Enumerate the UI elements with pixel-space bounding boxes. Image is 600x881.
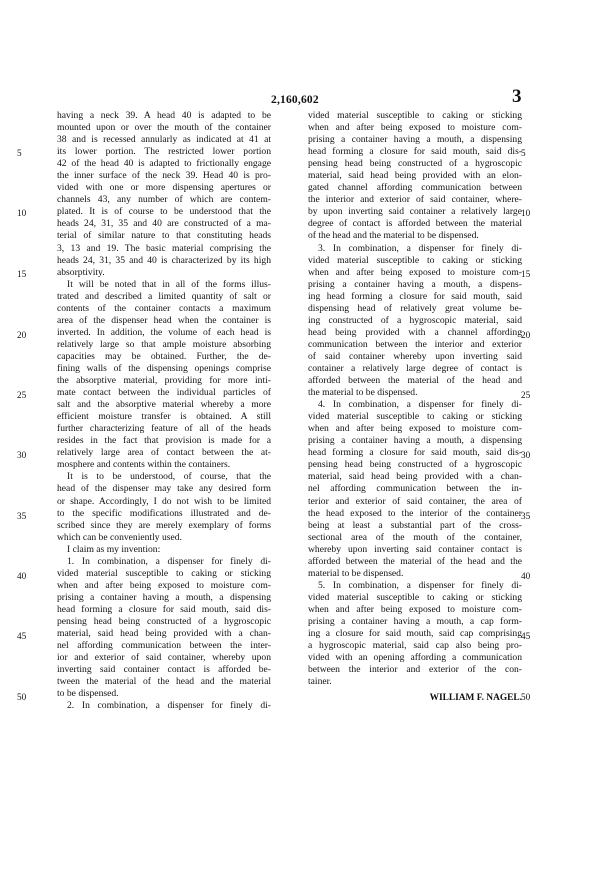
text-line: I claim as my invention: [67, 543, 161, 555]
text-line: resides in the fact that provision is made for a [57, 435, 271, 447]
text-line: prising a container having a mouth, a cap form- [308, 615, 522, 627]
text-line: 4. In combination, a dispenser for finely di- [318, 399, 522, 411]
text-line: afforded between the material of the head and [308, 375, 522, 387]
text-line: when and after being exposed to moisture com- [308, 423, 522, 435]
text-line: 1. In combination, a dispenser for finely di- [67, 555, 271, 567]
text-line: when and after being exposed to moisture com- [308, 122, 522, 134]
text-line: pensing head being constructed of a hygroscopic [57, 615, 271, 627]
text-line: further characterizing feature of all of the heads [57, 423, 271, 435]
text-line: of said container whereby upon inverting said [308, 350, 522, 362]
inventor-signature: WILLIAM F. NAGEL. [429, 693, 522, 704]
line-number: 45 [521, 631, 531, 641]
text-line: head forming a closure for said mouth, said dis- [57, 603, 271, 615]
text-line: nel affording communication between the in- [308, 483, 522, 495]
line-number: 30 [17, 450, 27, 460]
line-number: 20 [521, 330, 531, 340]
text-line: efficient moisture transfer is obtained. A still [57, 411, 271, 423]
text-line: a hygroscopic material, said cap also being pro- [308, 640, 522, 652]
text-line: vided with one or more dispensing apertures or [57, 182, 271, 194]
text-line: the head exposed to the interior of the container [308, 507, 522, 519]
text-line: nel affording communication between the inter- [57, 640, 271, 652]
text-line: tainer. [308, 676, 332, 688]
text-line: material, said head being provided with a chan- [57, 628, 271, 640]
text-line: inverted. In addition, the volume of each head is [57, 326, 271, 338]
text-line: absorptivity. [57, 266, 105, 278]
text-line: the absorptive material, providing for more inti- [57, 375, 271, 387]
text-line: by upon inverting said container a relatively large [308, 206, 522, 218]
text-line: of the head and the material to be dispensed. [308, 230, 479, 242]
text-line: vided material susceptible to caking or sticking [308, 110, 522, 121]
text-line: container a relatively large degree of contact is [308, 362, 522, 374]
text-line: 42 of the head 40 is adapted to frictionally engage [57, 158, 271, 170]
line-number: 5 [521, 148, 526, 158]
text-line: ing head forming a closure for said mouth, said [308, 290, 522, 302]
text-line: prising a container having a mouth, a dispens- [308, 278, 522, 290]
line-number: 25 [17, 390, 27, 400]
text-line: the inner surface of the neck 39. Head 40 is pro- [57, 170, 271, 182]
text-line: relatively large area of contact between the at- [57, 447, 271, 459]
text-line: mounted upon or over the mouth of the container [57, 122, 271, 134]
text-line: prising a container having a mouth, a dispensing [308, 134, 522, 146]
text-line: head being provided with a channel affording [308, 326, 522, 338]
text-line: pensing head being constructed of a hygroscopic [308, 459, 522, 471]
text-line: fining walls of the dispensing openings comprise [57, 362, 271, 374]
text-line: ing constructed of a hygroscopic material, said [308, 314, 522, 326]
sheet-number: 3 [512, 86, 522, 107]
text-line: prising a container having a mouth, a dispensing [57, 591, 271, 603]
text-line: ing a closure for said mouth, said cap comprising [308, 628, 522, 640]
text-line: vided material susceptible to caking or sticking [57, 567, 271, 579]
text-line: 3, 13 and 19. The basic material comprising the [57, 242, 271, 254]
text-line: trated and described a limited quantity of salt or [57, 290, 271, 302]
text-line: contents of the container contacts a maximum [57, 302, 271, 314]
text-line: material to be dispensed. [308, 567, 404, 579]
line-number: 45 [17, 631, 27, 641]
text-line: when and after being exposed to moisture com- [308, 266, 522, 278]
line-number: 50 [17, 692, 27, 702]
text-line: or shape. Accordingly, I do not wish to be limited [57, 495, 271, 507]
text-line: prising a container having a mouth, a dispensing [308, 435, 522, 447]
text-line: material, said head being provided with an elon- [308, 170, 522, 182]
text-line: head of the dispenser may take any desired form [57, 483, 271, 495]
text-line: It is to be understood, of course, that the [67, 471, 271, 483]
text-line: heads 24, 31, 35 and 40 is characterized by its high [57, 254, 271, 266]
text-line: 2. In combination, a dispenser for finely di- [67, 700, 271, 712]
text-line: area of the dispenser head when the container is [57, 314, 271, 326]
line-number: 15 [521, 269, 531, 279]
left-text-column [57, 110, 271, 712]
line-number: 15 [17, 269, 27, 279]
text-line: head forming a closure for said mouth, said dis- [308, 447, 522, 459]
text-line: heads 24, 31, 35 and 40 are constructed of a ma- [57, 218, 271, 230]
text-line: between the interior and exterior of the con- [308, 664, 522, 676]
line-number: 5 [17, 148, 22, 158]
text-line: tween the material of the head and the material [57, 676, 271, 688]
text-line: salt and the absorptive material whereby a more [57, 399, 271, 411]
text-line: vided material susceptible to caking or sticking [308, 411, 522, 423]
text-line: vided with an opening affording a communication [308, 652, 522, 664]
line-number: 10 [521, 208, 531, 218]
text-line: when and after being exposed to moisture com- [308, 603, 522, 615]
right-text-column [308, 110, 522, 704]
text-line: to the specific modifications illustrated and de- [57, 507, 271, 519]
text-line: communication between the interior and exterior [308, 338, 522, 350]
line-number: 35 [521, 511, 531, 521]
text-line: mosphere and contents within the containers. [57, 459, 231, 471]
text-line: ior and exterior of said container, whereby upon [57, 652, 271, 664]
text-line: whereby upon inverting said container contact is [308, 543, 522, 555]
line-number: 40 [17, 571, 27, 581]
text-line: degree of contact is afforded between the material [308, 218, 522, 230]
text-line: terial of similar nature to that constituting heads [57, 230, 271, 242]
text-line: scribed since they are merely exemplary of forms [57, 519, 271, 531]
text-line: inverting said container contact is afforded be- [57, 664, 271, 676]
text-line: to be dispensed. [57, 688, 119, 700]
line-number: 25 [521, 390, 531, 400]
line-number: 50 [521, 692, 531, 702]
text-line: its lower portion. The restricted lower portion [57, 146, 271, 158]
text-line: vided material susceptible to caking or sticking [308, 591, 522, 603]
text-line: which can be conveniently used. [57, 531, 182, 543]
text-line: vided material susceptible to caking or sticking [308, 254, 522, 266]
line-number: 20 [17, 330, 27, 340]
text-line: afforded between the material of the head and the [308, 555, 522, 567]
line-number: 35 [17, 511, 27, 521]
text-line: the interior and exterior of said container, where- [308, 194, 522, 206]
text-line: pensing head being constructed of a hygroscopic [308, 158, 522, 170]
text-line: gated channel affording communication between [308, 182, 522, 194]
text-line: capacities may be obtained. Further, the de- [57, 350, 271, 362]
text-line: 3. In combination, a dispenser for finely di- [318, 242, 522, 254]
text-line: mate contact between the individual particles of [57, 387, 271, 399]
text-line: dispensing head of relatively great volume be- [308, 302, 522, 314]
text-line: when and after being exposed to moisture com- [57, 579, 271, 591]
text-line: plated. It is of course to be understood that the [57, 206, 271, 218]
text-line: the material to be dispensed. [308, 387, 418, 399]
text-line: being at least a substantial part of the cross- [308, 519, 522, 531]
line-number: 30 [521, 450, 531, 460]
text-line: It will be noted that in all of the forms illus- [67, 278, 271, 290]
text-line: 38 and is recessed annularly as indicated at 41 at [57, 134, 271, 146]
text-line: relatively large so that ample moisture absorbing [57, 338, 271, 350]
line-number: 40 [521, 571, 531, 581]
text-line: material, said head being provided with a chan- [308, 471, 522, 483]
text-line: head forming a closure for said mouth, said dis- [308, 146, 522, 158]
line-number: 10 [17, 208, 27, 218]
text-line: channels 43, any number of which are contem- [57, 194, 271, 206]
text-line: terior and exterior of said container, the area of [308, 495, 522, 507]
patent-number: 2,160,602 [271, 94, 319, 106]
text-line: sectional area of the mouth of the container, [308, 531, 522, 543]
text-line: having a neck 39. A head 40 is adapted to be [57, 110, 271, 121]
text-line: 5. In combination, a dispenser for finely di- [318, 579, 522, 591]
